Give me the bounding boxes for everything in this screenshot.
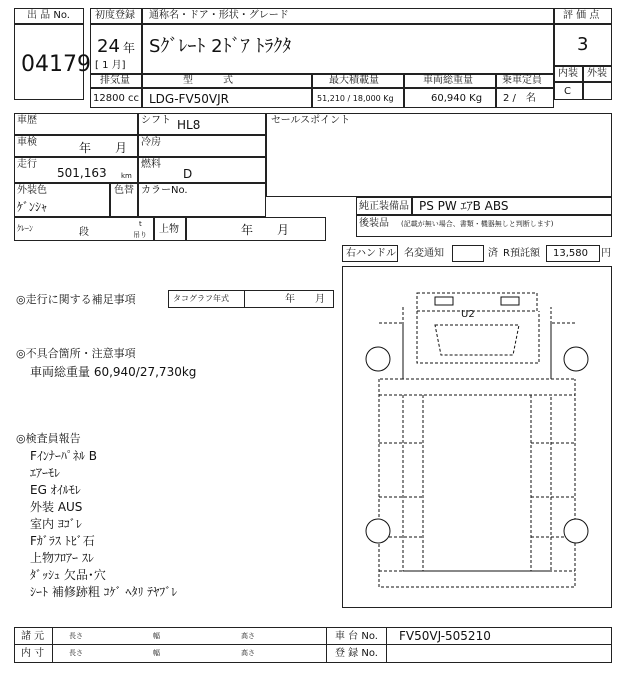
lot-no-label: 出 品 No.	[27, 10, 70, 21]
footer-table	[14, 627, 612, 663]
exterior-label-cell	[583, 66, 612, 82]
gross-weight-label: 車両総重量	[423, 75, 473, 86]
interior-grade-cell	[554, 82, 583, 100]
bed-cell	[186, 217, 326, 241]
name-change-box	[452, 245, 484, 262]
interior-label-cell	[554, 66, 583, 82]
capacity: 2 / 名	[503, 93, 536, 104]
width-label: 幅	[153, 632, 160, 640]
capacity-cell	[496, 88, 554, 108]
lot-no-cell	[14, 24, 91, 100]
inspection-cell	[14, 135, 138, 157]
interior-label: 内装	[558, 68, 578, 79]
displacement-label: 排気量	[100, 75, 130, 86]
model-name-label-cell	[142, 8, 554, 24]
gross-weight: 60,940 Kg	[431, 93, 483, 104]
selling-points-label: セールスポイント	[271, 115, 351, 126]
first-reg-label-cell	[90, 8, 142, 24]
recycle-value: 13,580	[553, 248, 588, 259]
color-code-cell	[138, 183, 266, 217]
name-change-label: 名変通知	[404, 248, 444, 259]
inspector-item: 上物ﾌﾛｱｰ ｽﾚ	[30, 551, 94, 565]
bed-value: 年 月	[241, 223, 290, 237]
crane-hook: 吊り	[133, 231, 147, 239]
displacement-cell	[90, 88, 142, 108]
equipment-label: 純正装備品	[359, 201, 409, 212]
damage-mark-u2: U2	[461, 309, 475, 320]
max-load-label-cell	[312, 74, 404, 88]
score-value: 3	[577, 34, 589, 55]
exterior-label: 外装	[587, 68, 607, 79]
defects-text: 車両総重量 60,940/27,730kg	[30, 365, 197, 379]
bed-label: 上物	[159, 224, 179, 235]
mileage-label: 走行	[17, 159, 37, 170]
equipment-label-cell	[356, 197, 412, 215]
first-reg-cell	[90, 24, 142, 74]
color-code-label: カラーNo.	[141, 185, 188, 196]
dims-label: 諸 元	[21, 631, 45, 642]
color-no-cell	[110, 183, 138, 217]
shift-value: HL8	[177, 118, 201, 132]
first-reg-label: 初度登録	[95, 10, 135, 21]
deposit-prefix: 済	[488, 248, 498, 259]
steering-cell	[342, 245, 398, 262]
model-name-label: 通称名・ドア・形状・グレード	[149, 10, 289, 21]
crane-t: t	[139, 220, 142, 228]
fuel-label: 燃料	[141, 159, 161, 170]
score-cell	[554, 24, 612, 66]
model-code-label: 型 式	[183, 75, 233, 86]
crane-stage: 段	[79, 227, 89, 238]
score-label: 評 価 点	[563, 10, 600, 21]
length-label: 長さ	[69, 632, 83, 640]
equipment-value: PS PW ｴｱB ABS	[419, 199, 509, 213]
defects-title: ◎不具合箇所・注意事項	[16, 347, 136, 360]
displacement-label-cell	[90, 74, 142, 88]
bed-label-cell	[154, 217, 186, 241]
inspector-item: 室内 ﾖｺﾞﾚ	[30, 517, 82, 531]
exterior-grade-cell	[583, 82, 612, 100]
first-reg-year: 24	[97, 36, 120, 57]
tacho-cell	[168, 290, 334, 308]
interior-width-label: 幅	[153, 649, 160, 657]
capacity-label: 乗車定員	[502, 75, 542, 86]
max-load: 51,210 / 18,000 Kg	[317, 94, 394, 103]
recycle-label: R預託額	[503, 248, 540, 259]
inspection-label: 車検	[17, 137, 37, 148]
inspector-item: EG ｵｲﾙﾓﾚ	[30, 483, 81, 497]
score-label-cell	[554, 8, 612, 24]
model-name: Sｸﾞﾚｰﾄ 2ﾄﾞｱ ﾄﾗｸﾀ	[149, 36, 292, 57]
interior-dims-label: 内 寸	[21, 648, 45, 659]
history-cell	[14, 113, 138, 135]
fuel-cell	[138, 157, 266, 183]
ext-color-label: 外装色	[17, 185, 47, 196]
yen-unit: 円	[601, 248, 611, 259]
max-load-cell	[312, 88, 404, 108]
model-code: LDG-FV50VJR	[149, 92, 230, 106]
inspector-item: ﾀﾞｯｼｭ 欠品･穴	[30, 568, 106, 582]
gross-weight-cell	[404, 88, 496, 108]
max-load-label: 最大積載量	[329, 75, 379, 86]
damage-diagram	[342, 266, 612, 608]
year-unit: 年	[123, 41, 136, 55]
first-reg-month: [ 1 月]	[95, 60, 126, 71]
registration-label: 登 録 No.	[335, 648, 378, 659]
aftermarket-note: (記載が無い場合、書類・機器無しと判断します)	[401, 220, 554, 228]
driving-notes-title: ◎走行に関する補足事項	[16, 293, 136, 306]
inspector-item: Fｶﾞﾗｽ ﾄﾋﾞ石	[30, 534, 95, 548]
inspector-item: Fｲﾝﾅｰﾊﾟﾈﾙ B	[30, 449, 97, 463]
fuel-value: D	[183, 167, 193, 181]
crane-cell	[14, 217, 154, 241]
lot-number: 04179	[21, 52, 91, 77]
model-name-cell	[142, 24, 554, 74]
mileage-value: 501,163	[57, 166, 107, 180]
mileage-unit: km	[121, 172, 132, 180]
inspector-list	[30, 448, 177, 601]
crane-label: ｸﾚｰﾝ	[17, 224, 33, 233]
recycle-cell	[546, 245, 600, 262]
inspector-title: ◎検査員報告	[16, 432, 81, 445]
ac-label: 冷房	[141, 137, 161, 148]
interior-grade: C	[564, 86, 571, 97]
aftermarket-cell	[356, 215, 612, 237]
model-code-label-cell	[142, 74, 312, 88]
tacho-label: タコグラフ年式	[173, 294, 229, 303]
lot-no-label-cell	[14, 8, 84, 24]
ext-color-value: ｹﾞﾝｼｬ	[17, 200, 48, 214]
displacement: 12800 cc	[93, 93, 139, 104]
tacho-value: 年 月	[285, 294, 325, 305]
ac-cell	[138, 135, 266, 157]
gross-weight-label-cell	[404, 74, 496, 88]
inspection-value: 年 月	[79, 141, 128, 155]
interior-height-label: 高さ	[241, 649, 255, 657]
shift-cell	[138, 113, 266, 135]
color-no-label: 色替	[114, 185, 134, 196]
selling-points-cell	[266, 113, 612, 197]
aftermarket-label: 後装品	[359, 218, 389, 229]
inspector-item: 外装 AUS	[30, 500, 83, 514]
equipment-cell	[412, 197, 612, 215]
history-label: 車歴	[17, 115, 37, 126]
shift-label: シフト	[141, 115, 171, 126]
steering-value: 右ハンドル	[346, 248, 396, 259]
mileage-cell	[14, 157, 138, 183]
chassis-label: 車 台 No.	[335, 631, 378, 642]
truck-outline-svg	[343, 267, 611, 607]
inspector-item: ｴｱｰﾓﾚ	[30, 466, 61, 480]
model-code-cell	[142, 88, 312, 108]
ext-color-cell	[14, 183, 110, 217]
inspector-item: ｼｰﾄ 補修跡粗 ｺｹﾞ ﾍﾀﾘ ﾃﾔﾌﾞﾚ	[30, 585, 178, 599]
chassis-number: FV50VJ-505210	[399, 629, 491, 643]
height-label: 高さ	[241, 632, 255, 640]
capacity-label-cell	[496, 74, 554, 88]
interior-length-label: 長さ	[69, 649, 83, 657]
